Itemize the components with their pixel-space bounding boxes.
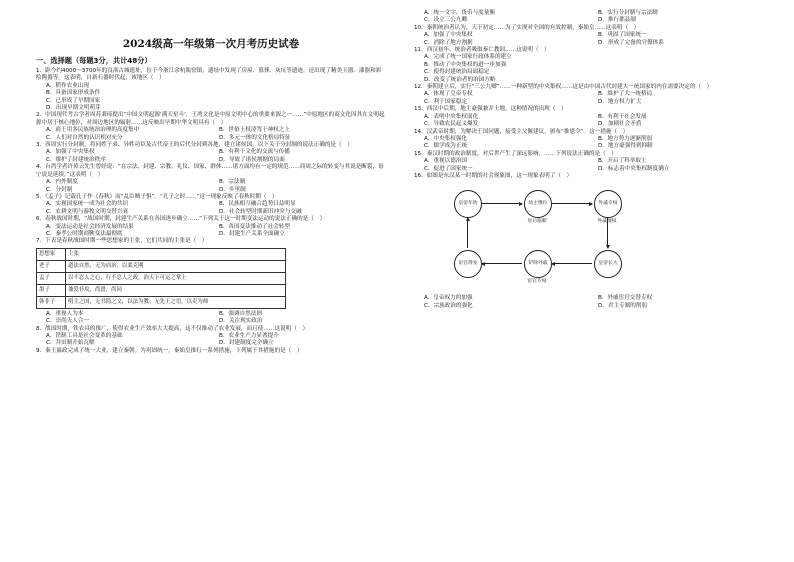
option: B．农业生产力显著提升 <box>219 332 279 339</box>
question-options <box>36 333 386 348</box>
option: D．推行郡县制 <box>598 17 636 24</box>
question <box>36 348 386 355</box>
option: C．宗族政治的强化 <box>424 302 473 309</box>
option: C．消除了地方割据 <box>424 39 473 46</box>
option: C．人们对自然的认识相对充分 <box>46 134 123 141</box>
option: D．多元一体的文化格局特征 <box>219 134 291 141</box>
table-cell: 墨子 <box>37 284 66 296</box>
option: B．各国变法推动了社会转型 <box>219 223 290 230</box>
option: C．农耕文明与游牧文明交替兴衰 <box>46 208 129 215</box>
option: A．重视以德治国 <box>424 158 467 165</box>
left-questions <box>36 68 386 246</box>
diagram-node: 幼主继位 <box>524 190 552 218</box>
question <box>414 47 766 84</box>
option: B．开启了科举取士 <box>598 158 647 165</box>
question-options <box>36 127 386 142</box>
option: B．宗法制 <box>219 179 246 186</box>
table-cell: 兼爱非攻，尚贤，尚同 <box>66 284 286 296</box>
question <box>36 194 386 216</box>
section-heading: 一、选择题（每题3分，共计48分） <box>36 56 152 65</box>
table-row <box>37 272 286 284</box>
q16-options <box>414 295 766 310</box>
option: D．封建制度完全确立 <box>219 340 274 347</box>
option: A．中央集权强化 <box>424 135 467 142</box>
option: D．加剧社会矛盾 <box>598 121 642 128</box>
option: A．商王用多民族统治治理的高度集中 <box>46 127 140 134</box>
option: C．崇尚天人合一 <box>46 318 90 325</box>
thinkers-table <box>36 248 286 309</box>
table-row <box>37 284 286 296</box>
table-row <box>37 260 286 272</box>
diagram-node: 皇帝年幼 <box>454 190 482 218</box>
option: C．利于国家稳定 <box>424 98 468 105</box>
question <box>414 106 766 128</box>
option: A．体现了皇帝专权 <box>424 91 473 98</box>
cycle-diagram <box>414 184 744 292</box>
question-stem: 7．下表是春秋战国时期一些思想家的主张，它们共同的主张是（ ） <box>36 238 208 245</box>
table-cell: 明主之国，无书简之文，以法为教；无先王之语，以吏为师 <box>66 296 286 308</box>
question-stem: 4．台湾学者许倬云先生曾经说：“在宗法、封建、宗教、礼仪、国家、群体……诸方面均有一定的规范……商周之际的转变与其说是断裂，毋宁说是延续。”这表明（ ） <box>36 164 384 178</box>
option: C．使得封建统治局面稳定 <box>424 69 490 76</box>
option: D．君主专制的削弱 <box>598 302 648 309</box>
option: C．已形成了早期国家 <box>46 97 101 104</box>
question <box>36 238 386 245</box>
question-stem: 2．中国现代考古学者周苏秉琦提出“中国文明起源‘满天星斗’，王湾文化是中原文明中心的重要来源之一……”中原地区的商文化因其在文明起源中居于核心地位，对周边地区的辐射……这反映出早期中华文明具有（ ） <box>36 112 385 126</box>
option: A．铁制工具是社会变革的基础 <box>46 332 123 339</box>
diagram-arrow <box>467 218 468 248</box>
question-stem: 1．距今约4000～3700年的良渚古城遗址，位于今浙江余杭瓶窑镇。遗址中发现了房屋、墓葬、灰坑等遗迹，还出现了精美玉器、漆器和彩绘陶器等。这表明，自新石器时代起，该地区（ ） <box>36 68 382 82</box>
option: A．变法运动是社会经济发展的结果 <box>46 223 134 230</box>
option: D．标志着中央集权制度确立 <box>598 165 670 172</box>
question-stem: 9．秦王嬴政完成了统一大业，建立秦朝。为巩固统一，秦始皇推行一系列措施，下列属于其措施的是（ ） <box>36 347 303 354</box>
table-cell: 韩非子 <box>37 296 66 308</box>
option: B．实行分封制与宗法制 <box>598 10 658 16</box>
option: D．改变了统治者的治国方略 <box>424 76 496 83</box>
left-column <box>36 10 386 355</box>
option: C．设立三公九卿 <box>424 17 468 24</box>
question-stem: 10．秦朝统治者认为，天下初定……为了实现对全国的有效控制，秦始皇……这表明（ ） <box>414 24 640 31</box>
question <box>36 68 386 112</box>
question-stem: 3．西周实行分封制，将同姓子弟、异姓功臣及古代帝王的后代分封到各地，建立诸侯国。以下关于分封制的说法正确的是（ ） <box>36 142 353 149</box>
left-tail-questions <box>36 326 386 356</box>
table-header-cell: 思想家 <box>37 248 66 260</box>
diagram-arrow <box>482 263 522 264</box>
option: C．分封制 <box>46 186 73 193</box>
table-row <box>37 296 286 308</box>
question-options <box>36 83 386 113</box>
table-header-cell: 主张 <box>66 248 286 260</box>
option: B．巩固了国家统一 <box>598 32 647 39</box>
option: C．导致农民起义爆发 <box>424 121 479 128</box>
option: B．外戚宦官交替专权 <box>598 295 653 302</box>
option: A．加强了中央集权 <box>424 32 473 39</box>
right-column <box>414 10 766 310</box>
question-options <box>414 91 766 106</box>
option: A．加强了中央集权 <box>46 149 95 156</box>
option: C．儒学成为正统 <box>424 143 468 150</box>
option: D．形成了完备的官僚体系 <box>598 39 664 46</box>
right-questions <box>414 10 766 180</box>
question <box>414 173 766 180</box>
option: D．社会转型时期新旧冲突与交融 <box>219 208 302 215</box>
question-stem: 8．战国时期，铁农具的推广，使得农业生产效率大大提高，这不仅推动了农业发展，而且使……这说明（ ） <box>36 325 309 332</box>
table-cell: 老子 <box>37 260 66 272</box>
question <box>414 84 766 106</box>
option: B．民族相互融合趋势日益明显 <box>219 201 296 208</box>
diagram-arrow <box>552 263 592 264</box>
option: B．推动了中央集权的进一步加强 <box>424 61 507 68</box>
option: A．表明中央集权弱化 <box>424 113 479 120</box>
table-cell: 道法自然，无为而治，以柔克刚 <box>66 260 286 272</box>
option: B．具备国家形成条件 <box>46 90 101 97</box>
question-stem: 6．春秋战国时期，“战国时期，封建生产关系在各国逐步确立……”下列关于这一时期变法运动的说法正确的是（ ） <box>36 216 326 223</box>
question-options <box>36 201 386 216</box>
option: C．秦孝公时期商鞅变法最彻底 <box>46 230 123 237</box>
option: B．有利于社会发展 <box>598 113 647 120</box>
diagram-label: 外戚擅权 <box>597 219 617 225</box>
diagram-node: 铲除外戚 <box>524 250 552 278</box>
question-stem: 13．西汉中后期，地主豪强兼并土地，这种情况的出现（ ） <box>414 106 567 113</box>
option: B．维护了大一统格局 <box>598 91 653 98</box>
diagram-arrow <box>607 218 608 248</box>
question-stem: 16．如图是东汉某一时期的社会现象图，这一现象表明了（ ） <box>414 172 573 179</box>
option: B．有利于文化的交流与传播 <box>219 149 290 156</box>
option: A．重视人为本 <box>46 310 84 317</box>
question-options <box>414 54 766 84</box>
option: D．乡里制 <box>219 186 246 193</box>
option: D．关注现实政治 <box>219 318 263 325</box>
option: D．地方权力扩大 <box>598 98 642 105</box>
option: A．稻作农业出现 <box>46 82 89 89</box>
question <box>414 10 766 25</box>
diagram-arrow <box>481 203 522 204</box>
option: A．统一文字、货币与度量衡 <box>424 10 495 16</box>
exam-title: 2024级高一年级第一次月考历史试卷 <box>122 38 300 50</box>
question-stem: 15．秦汉时期的政治制度，对后世产生了深远影响，……下列说法正确的是（ ） <box>414 150 617 157</box>
diagram-node: 宦官得宠 <box>454 250 482 278</box>
question-options <box>414 158 766 173</box>
option: D．出现早期文明萌芽 <box>46 105 101 112</box>
question-options <box>414 114 766 129</box>
question <box>36 112 386 142</box>
diagram-node: 外戚专权 <box>594 190 622 218</box>
question-options <box>414 32 766 47</box>
table-cell: 以不忍人之心，行不忍人之政，治天下可运之掌上 <box>66 272 286 284</box>
q7-options <box>36 311 386 326</box>
option: B．世俗王权凌驾于神权之上 <box>219 127 290 134</box>
diagram-label: 母后临朝 <box>527 219 547 225</box>
option: B．强调自然法则 <box>219 310 262 317</box>
question-stem: 14．汉武帝时期，为解决王国问题，接受主父偃建议，颁布“推恩令”。这一措施（ ） <box>414 128 629 135</box>
question-stem: 11．西汉初年，统治者吸取秦亡教训……这说明（ ） <box>414 47 550 54</box>
option: A．皇帝权力的加强 <box>424 295 473 302</box>
question <box>36 326 386 348</box>
question-options <box>414 136 766 151</box>
question <box>414 25 766 47</box>
question <box>36 216 386 238</box>
question-options <box>36 224 386 239</box>
option: A．完成了统一国家行政体系的建立 <box>424 54 512 61</box>
question <box>414 151 766 173</box>
question <box>36 164 386 194</box>
table-header-row <box>37 248 286 260</box>
question-options <box>36 179 386 194</box>
option: D．导致了诸侯割据的局面 <box>219 156 285 163</box>
question-stem: 5．《孟子》记载孔子作《春秋》而“乱臣贼子惧”。“孔子之时……”这一现象反映了春秋时期（ ） <box>36 193 278 200</box>
option: D．封建生产关系全面确立 <box>219 230 285 237</box>
diagram-node: 皇帝长大 <box>594 250 622 278</box>
diagram-arrow <box>551 203 592 204</box>
option: A．实现国家统一成为社会的共识 <box>46 201 129 208</box>
option: D．地方豪强得到抑制 <box>598 143 653 150</box>
table-cell: 孟子 <box>37 272 66 284</box>
question-options <box>414 10 766 25</box>
option: B．地方势力逐渐削弱 <box>598 135 653 142</box>
diagram-label: 宦官专权 <box>527 279 547 285</box>
option: C．促进了国家统一 <box>424 165 473 172</box>
question <box>36 142 386 164</box>
option: A．内外制度 <box>46 179 78 186</box>
option: C．维护了封建统治秩序 <box>46 156 106 163</box>
question-stem: 12．秦朝建立后，实行“三公九卿”……一种新型的中央集权……这是由中国古代封建大一统国家的内在需要决定的（ ） <box>414 84 713 91</box>
question-options <box>36 149 386 164</box>
question <box>414 129 766 151</box>
option: C．井田制开始瓦解 <box>46 340 95 347</box>
